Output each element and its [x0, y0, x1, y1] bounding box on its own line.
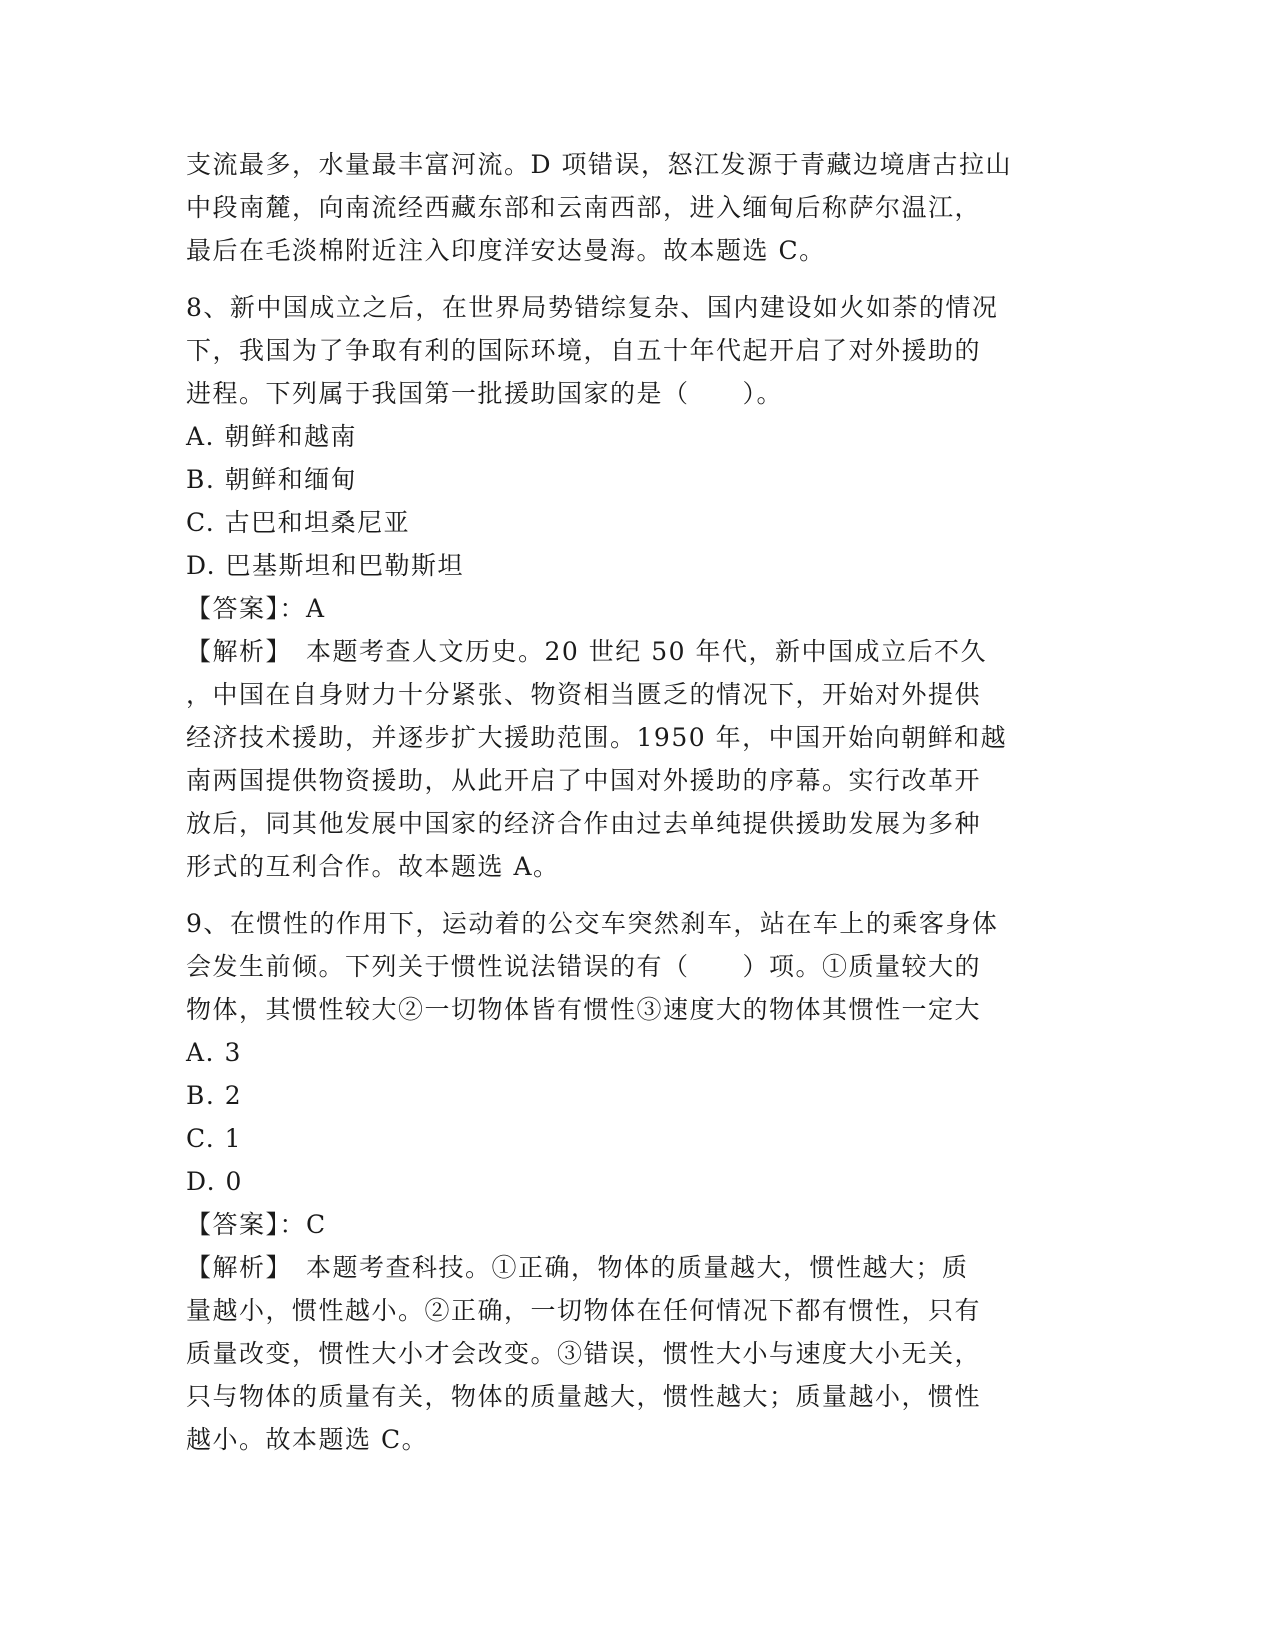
previous-explanation	[186, 143, 1086, 272]
explanation-line: 【解析】 本题考查科技。①正确，物体的质量越大，惯性越大；质	[186, 1253, 969, 1282]
document-page	[186, 143, 1086, 1461]
explanation-line: 形式的互利合作。故本题选 A。	[186, 852, 560, 881]
option-b: B. 2	[186, 1081, 243, 1110]
explanation-line: 质量改变，惯性大小才会改变。③错误，惯性大小与速度大小无关，	[186, 1339, 982, 1368]
option-c: C. 古巴和坦桑尼亚	[186, 508, 411, 537]
question-stem-line: 进程。下列属于我国第一批援助国家的是（ ）。	[186, 379, 784, 408]
explanation-line: 越小。故本题选 C。	[186, 1425, 429, 1454]
explanation-line: 【解析】 本题考查人文历史。20 世纪 50 年代，新中国成立后不久	[186, 637, 987, 666]
option-c: C. 1	[186, 1124, 243, 1153]
option-b: B. 朝鲜和缅甸	[186, 465, 358, 494]
explanation-line: 支流最多，水量最丰富河流。D 项错误，怒江发源于青藏边境唐古拉山	[186, 150, 1012, 179]
explanation-line: 量越小，惯性越小。②正确，一切物体在任何情况下都有惯性，只有	[186, 1296, 982, 1325]
question-8	[186, 286, 1086, 888]
option-d: D. 巴基斯坦和巴勒斯坦	[186, 551, 465, 580]
explanation-line: 放后，同其他发展中国家的经济合作由过去单纯提供援助发展为多种	[186, 809, 982, 838]
answer-line: 【答案】：C	[186, 1210, 327, 1239]
explanation-line: 最后在毛淡棉附近注入印度洋安达曼海。故本题选 C。	[186, 236, 826, 265]
answer-line: 【答案】：A	[186, 594, 326, 623]
question-stem-line: 物体，其惯性较大②一切物体皆有惯性③速度大的物体其惯性一定大	[186, 995, 982, 1024]
explanation-line: 只与物体的质量有关，物体的质量越大，惯性越大；质量越小，惯性	[186, 1382, 982, 1411]
explanation-line: 经济技术援助，并逐步扩大援助范围。1950 年，中国开始向朝鲜和越	[186, 723, 1008, 752]
spacer	[186, 888, 1086, 902]
explanation-line: 南两国提供物资援助，从此开启了中国对外援助的序幕。实行改革开	[186, 766, 982, 795]
question-stem-line: 8、新中国成立之后，在世界局势错综复杂、国内建设如火如荼的情况	[186, 293, 999, 322]
option-a: A. 朝鲜和越南	[186, 422, 357, 451]
explanation-line: 中段南麓，向南流经西藏东部和云南西部，进入缅甸后称萨尔温江，	[186, 193, 982, 222]
option-d: D. 0	[186, 1167, 243, 1196]
question-stem-line: 9、在惯性的作用下，运动着的公交车突然刹车，站在车上的乘客身体	[186, 909, 999, 938]
question-9	[186, 902, 1086, 1461]
option-a: A. 3	[186, 1038, 242, 1067]
question-stem-line: 下，我国为了争取有利的国际环境，自五十年代起开启了对外援助的	[186, 336, 982, 365]
question-stem-line: 会发生前倾。下列关于惯性说法错误的有（ ）项。①质量较大的	[186, 952, 982, 981]
explanation-line: ，中国在自身财力十分紧张、物资相当匮乏的情况下，开始对外提供	[186, 680, 982, 709]
spacer	[186, 272, 1086, 286]
